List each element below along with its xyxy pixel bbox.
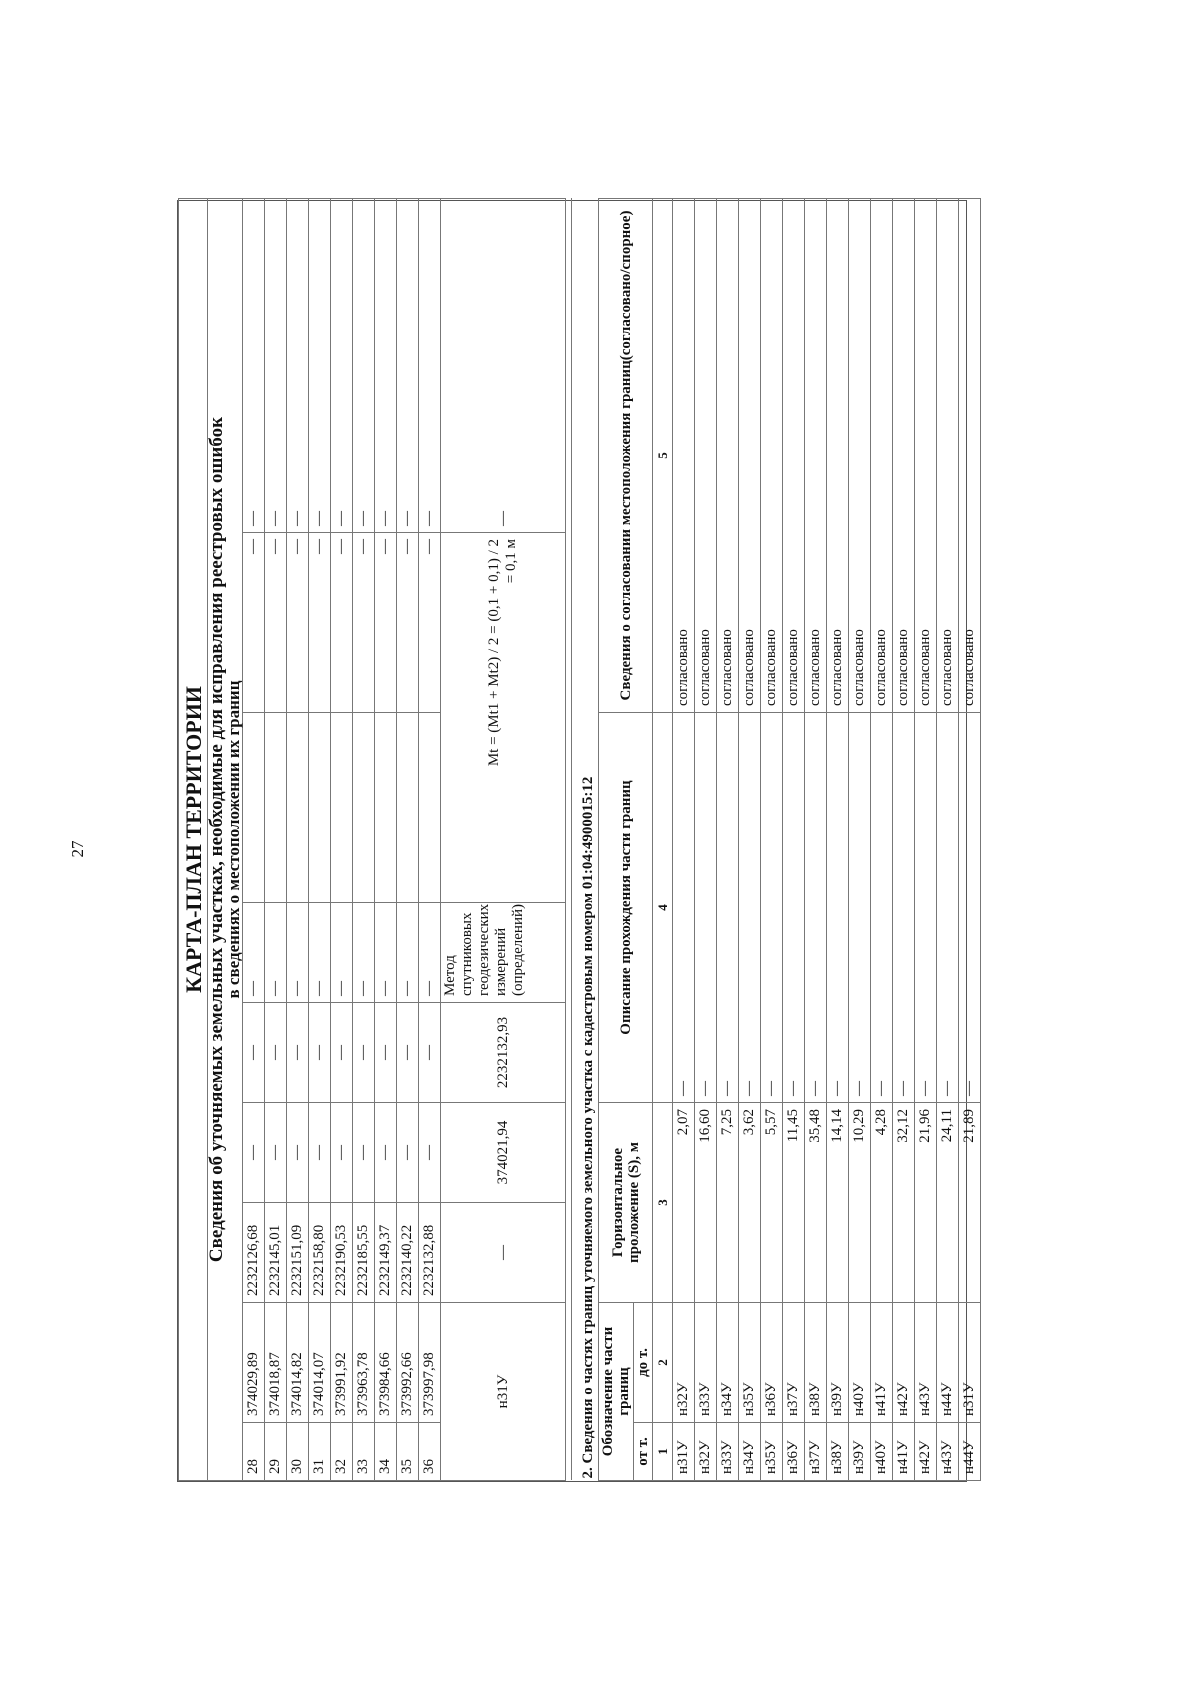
y-coordinate-cell: 2232185,55 <box>353 1203 375 1303</box>
description-cell <box>805 713 827 1103</box>
dash-cell <box>375 903 397 1003</box>
dash-cell <box>265 1103 287 1203</box>
table-row <box>893 198 915 1480</box>
distance-cell: 7,25 <box>717 1103 739 1303</box>
table-row <box>805 198 827 1480</box>
col-number-4: 4 <box>653 713 673 1103</box>
status-cell: согласовано <box>739 198 761 712</box>
table-row <box>761 198 783 1480</box>
dash-cell <box>375 1003 397 1103</box>
x-coordinate-cell: 374018,87 <box>265 1303 287 1423</box>
table-row <box>783 198 805 1480</box>
table-row <box>673 198 695 1480</box>
description-cell <box>761 713 783 1103</box>
from-header: от т. <box>634 1423 653 1481</box>
to-point-cell: н40У <box>849 1303 871 1423</box>
dash-cell <box>309 1003 331 1103</box>
from-point-cell: н31У <box>673 1423 695 1481</box>
x-coordinate-cell: 373963,78 <box>353 1303 375 1423</box>
x-coordinate-cell: 373991,92 <box>331 1303 353 1423</box>
designation-header: Обозначение части границ <box>599 1303 634 1481</box>
table-row <box>871 198 893 1480</box>
to-point-cell: н44У <box>937 1303 959 1423</box>
table-row <box>937 198 959 1480</box>
empty-cell <box>309 713 331 903</box>
coords-table-body <box>179 198 441 1480</box>
big-row-body <box>441 198 599 1480</box>
from-point-cell: н36У <box>783 1423 805 1481</box>
dash-cell <box>419 1003 441 1103</box>
description-cell <box>959 713 981 1103</box>
table-row <box>827 198 849 1480</box>
status-cell: согласовано <box>849 198 871 712</box>
description-cell <box>783 713 805 1103</box>
to-point-cell: н32У <box>673 1303 695 1423</box>
status-cell: согласовано <box>673 198 695 712</box>
status-cell: согласовано <box>805 198 827 712</box>
dash-cell <box>331 533 353 713</box>
to-point-cell: н31У <box>959 1303 981 1423</box>
y-coordinate-cell: 2232151,09 <box>287 1203 309 1303</box>
status-cell: согласовано <box>871 198 893 712</box>
y-coordinate-cell: 2232140,22 <box>397 1203 419 1303</box>
agreement-header: Сведения о согласовании местоположения границ(согласовано/спорное) <box>599 198 653 712</box>
table-row <box>959 198 981 1480</box>
to-point-cell: н39У <box>827 1303 849 1423</box>
from-point-cell: н35У <box>761 1423 783 1481</box>
description-cell <box>849 713 871 1103</box>
dash-cell <box>287 1103 309 1203</box>
description-cell <box>937 713 959 1103</box>
y-coordinate-cell: 2232132,88 <box>419 1203 441 1303</box>
distance-cell: 21,96 <box>915 1103 937 1303</box>
dash-cell <box>287 903 309 1003</box>
dash-cell <box>309 198 331 532</box>
distance-cell: 2,07 <box>673 1103 695 1303</box>
x-new-cell: 374021,94 <box>441 1103 566 1203</box>
from-point-cell: н44У <box>959 1423 981 1481</box>
table-row <box>915 198 937 1480</box>
y-coordinate-cell: 2232190,53 <box>331 1203 353 1303</box>
point-number-cell: 33 <box>353 1423 375 1481</box>
dash-cell <box>441 198 566 532</box>
empty-cell <box>419 713 441 903</box>
description-header: Описание прохождения части границ <box>599 713 653 1103</box>
distance-cell: 14,14 <box>827 1103 849 1303</box>
status-cell: согласовано <box>761 198 783 712</box>
description-cell <box>827 713 849 1103</box>
to-point-cell: н41У <box>871 1303 893 1423</box>
dash-cell <box>243 198 265 532</box>
dash-cell <box>243 533 265 713</box>
description-cell <box>893 713 915 1103</box>
status-cell: согласовано <box>915 198 937 712</box>
dash-cell <box>397 198 419 532</box>
to-point-cell: н38У <box>805 1303 827 1423</box>
point-number-cell: 34 <box>375 1423 397 1481</box>
section-subtitle-2: в сведениях о местоположении их границ <box>225 198 243 1480</box>
dash-cell <box>331 903 353 1003</box>
to-point-cell: н43У <box>915 1303 937 1423</box>
dash-cell <box>287 198 309 532</box>
col-number-5: 5 <box>653 198 673 712</box>
table-row <box>265 198 287 1480</box>
status-cell: согласовано <box>893 198 915 712</box>
dash-cell <box>375 1103 397 1203</box>
dash-cell <box>397 1103 419 1203</box>
empty-cell <box>265 713 287 903</box>
x-coordinate-cell: 374014,82 <box>287 1303 309 1423</box>
description-cell <box>695 713 717 1103</box>
dash-cell <box>419 198 441 532</box>
rotated-document <box>177 200 977 1482</box>
distance-cell: 16,60 <box>695 1103 717 1303</box>
x-coordinate-cell: 373992,66 <box>397 1303 419 1423</box>
dash-cell <box>397 1003 419 1103</box>
point-number-cell: 28 <box>243 1423 265 1481</box>
dash-cell <box>397 903 419 1003</box>
col-number-3: 3 <box>653 1103 673 1303</box>
x-coordinate-cell: 374014,07 <box>309 1303 331 1423</box>
table-row <box>419 198 441 1480</box>
dash-cell <box>265 1003 287 1103</box>
point-number-cell: 30 <box>287 1423 309 1481</box>
status-cell: согласовано <box>959 198 981 712</box>
table-row <box>397 198 419 1480</box>
dash-cell <box>309 1103 331 1203</box>
distance-cell: 24,11 <box>937 1103 959 1303</box>
to-point-cell: н42У <box>893 1303 915 1423</box>
table-row <box>849 198 871 1480</box>
table-row <box>441 198 566 1480</box>
dash-cell <box>353 903 375 1003</box>
dash-cell <box>287 1003 309 1103</box>
empty-cell <box>353 713 375 903</box>
dash-cell <box>375 198 397 532</box>
dash-cell <box>309 533 331 713</box>
formula-cell <box>441 533 566 903</box>
page-title: КАРТА-ПЛАН ТЕРРИТОРИИ <box>179 198 208 1480</box>
dash-cell <box>331 198 353 532</box>
empty-cell <box>287 713 309 903</box>
to-header: до т. <box>634 1303 653 1423</box>
to-point-cell: н37У <box>783 1303 805 1423</box>
table-row <box>309 198 331 1480</box>
from-point-cell: н33У <box>717 1423 739 1481</box>
description-cell <box>717 713 739 1103</box>
dash-cell <box>353 1103 375 1203</box>
x-coordinate-cell: 374029,89 <box>243 1303 265 1423</box>
description-cell <box>739 713 761 1103</box>
distance-cell: 3,62 <box>739 1103 761 1303</box>
from-point-cell: н43У <box>937 1423 959 1481</box>
point-number-cell: 31 <box>309 1423 331 1481</box>
to-point-cell: н36У <box>761 1303 783 1423</box>
y-new-cell: 2232132,93 <box>441 1003 566 1103</box>
distance-cell: 4,28 <box>871 1103 893 1303</box>
document-frame <box>177 200 977 1482</box>
section2-title: 2. Сведения о частях границ уточняемого земельного участка с кадастровым номером 01:04:4900015:12 <box>572 198 599 1480</box>
parts-table-head <box>599 198 673 1480</box>
x-coordinate-cell: 373984,66 <box>375 1303 397 1423</box>
description-cell <box>871 713 893 1103</box>
from-point-cell: н32У <box>695 1423 717 1481</box>
empty-cell <box>331 713 353 903</box>
dash-cell <box>265 533 287 713</box>
to-point-cell: н33У <box>695 1303 717 1423</box>
formula-line1: Mt = (Mt1 + Mt2) / 2 = (0,1 + 0,1) / 2 <box>486 539 502 767</box>
table-row <box>375 198 397 1480</box>
parts-table-body <box>673 198 981 1480</box>
dash-cell <box>397 533 419 713</box>
method-cell: Метод спутниковых геодезических измерений (определений) <box>441 903 566 1003</box>
col-number-2: 2 <box>653 1303 673 1423</box>
distance-cell: 21,89 <box>959 1103 981 1303</box>
table-row <box>353 198 375 1480</box>
dash-cell <box>419 1103 441 1203</box>
point-cell: н31У <box>441 1303 566 1481</box>
point-number-cell: 36 <box>419 1423 441 1481</box>
status-cell: согласовано <box>695 198 717 712</box>
status-cell: согласовано <box>783 198 805 712</box>
to-point-cell: н34У <box>717 1303 739 1423</box>
from-point-cell: н40У <box>871 1423 893 1481</box>
dash-cell <box>419 533 441 713</box>
section-subtitle: Сведения об уточняемых земельных участках, необходимые для исправления реестровых ошибок <box>208 198 226 1480</box>
status-cell: согласовано <box>937 198 959 712</box>
empty-cell <box>243 713 265 903</box>
dash-cell <box>441 1203 566 1303</box>
point-number-cell: 29 <box>265 1423 287 1481</box>
table-row <box>717 198 739 1480</box>
dash-cell <box>243 903 265 1003</box>
dash-cell <box>265 198 287 532</box>
dash-cell <box>353 533 375 713</box>
point-number-cell: 35 <box>397 1423 419 1481</box>
empty-cell <box>375 713 397 903</box>
from-point-cell: н38У <box>827 1423 849 1481</box>
from-point-cell: н42У <box>915 1423 937 1481</box>
table-row <box>331 198 353 1480</box>
document-table <box>178 198 981 1481</box>
from-point-cell: н41У <box>893 1423 915 1481</box>
table-row <box>739 198 761 1480</box>
distance-header: Горизонтальное проложение (S), м <box>599 1103 653 1303</box>
dash-cell <box>265 903 287 1003</box>
distance-cell: 32,12 <box>893 1103 915 1303</box>
description-cell <box>673 713 695 1103</box>
page-number: 27 <box>68 840 87 858</box>
dash-cell <box>243 1003 265 1103</box>
point-number-cell: 32 <box>331 1423 353 1481</box>
status-cell: согласовано <box>717 198 739 712</box>
status-cell: согласовано <box>827 198 849 712</box>
y-coordinate-cell: 2232149,37 <box>375 1203 397 1303</box>
dash-cell <box>375 533 397 713</box>
from-point-cell: н39У <box>849 1423 871 1481</box>
y-coordinate-cell: 2232126,68 <box>243 1203 265 1303</box>
from-point-cell: н37У <box>805 1423 827 1481</box>
dash-cell <box>353 198 375 532</box>
dash-cell <box>353 1003 375 1103</box>
distance-cell: 10,29 <box>849 1103 871 1303</box>
distance-cell: 35,48 <box>805 1103 827 1303</box>
description-cell <box>915 713 937 1103</box>
dash-cell <box>331 1103 353 1203</box>
y-coordinate-cell: 2232145,01 <box>265 1203 287 1303</box>
dash-cell <box>287 533 309 713</box>
distance-cell: 5,57 <box>761 1103 783 1303</box>
table-row <box>287 198 309 1480</box>
x-coordinate-cell: 373997,98 <box>419 1303 441 1423</box>
table-row <box>243 198 265 1480</box>
empty-cell <box>397 713 419 903</box>
to-point-cell: н35У <box>739 1303 761 1423</box>
distance-cell: 11,45 <box>783 1103 805 1303</box>
dash-cell <box>243 1103 265 1203</box>
dash-cell <box>309 903 331 1003</box>
dash-cell <box>331 1003 353 1103</box>
formula-line2: = 0,1 м <box>503 539 519 584</box>
table-row <box>695 198 717 1480</box>
y-coordinate-cell: 2232158,80 <box>309 1203 331 1303</box>
dash-cell <box>419 903 441 1003</box>
from-point-cell: н34У <box>739 1423 761 1481</box>
col-number-1: 1 <box>653 1423 673 1481</box>
